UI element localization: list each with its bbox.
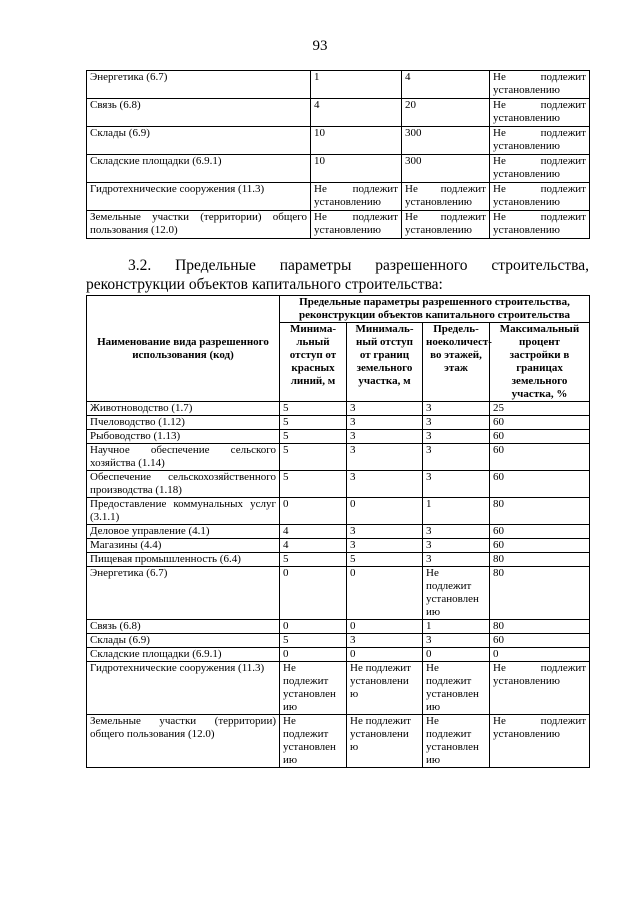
row-name-cell: Складские площадки (6.9.1) <box>87 155 311 183</box>
value-cell: Не подлежит установлен ию <box>280 715 347 768</box>
value-cell: 80 <box>490 498 590 525</box>
table-row <box>87 155 590 183</box>
table-row <box>87 71 590 99</box>
section-heading <box>86 256 589 294</box>
value-cell: 3 <box>347 444 423 471</box>
column-header: Минима-льный отступ от красных линий, м <box>280 323 347 402</box>
value-cell: 4 <box>280 539 347 553</box>
row-name-cell: Связь (6.8) <box>87 620 280 634</box>
heading-word: параметры <box>279 257 352 274</box>
value-cell: Не подлежит установлению <box>490 71 590 99</box>
value-cell: Не подлежит установлени ю <box>347 662 423 715</box>
row-name-cell: Складские площадки (6.9.1) <box>87 648 280 662</box>
heading-word: строительства, <box>491 257 589 274</box>
value-cell: 4 <box>402 71 490 99</box>
value-cell: 300 <box>402 155 490 183</box>
table-row <box>87 402 590 416</box>
row-name-cell: Предоставление коммунальных услуг (3.1.1) <box>87 498 280 525</box>
value-cell: 3 <box>347 402 423 416</box>
value-cell: 3 <box>423 444 490 471</box>
value-cell: 0 <box>423 648 490 662</box>
table-row <box>87 620 590 634</box>
value-cell: 0 <box>347 498 423 525</box>
value-cell: 0 <box>490 648 590 662</box>
value-cell: 3 <box>347 430 423 444</box>
value-cell: 3 <box>423 430 490 444</box>
row-name-cell: Обеспечение сельскохозяйственного производства (1.18) <box>87 471 280 498</box>
value-cell: 0 <box>347 567 423 620</box>
row-name-cell: Склады (6.9) <box>87 634 280 648</box>
value-cell: 10 <box>311 127 402 155</box>
value-cell: 3 <box>423 471 490 498</box>
table-row <box>87 662 590 715</box>
value-cell: 0 <box>280 648 347 662</box>
main-table <box>86 295 590 768</box>
row-name-cell: Энергетика (6.7) <box>87 71 311 99</box>
value-cell: 0 <box>347 620 423 634</box>
value-cell: Не подлежит установлению <box>311 211 402 239</box>
table-row <box>87 471 590 498</box>
value-cell: 1 <box>423 498 490 525</box>
table-row <box>87 211 590 239</box>
row-name-cell: Энергетика (6.7) <box>87 567 280 620</box>
value-cell: 0 <box>280 567 347 620</box>
value-cell: 10 <box>311 155 402 183</box>
value-cell: 60 <box>490 444 590 471</box>
value-cell: 4 <box>280 525 347 539</box>
value-cell: 3 <box>347 416 423 430</box>
table-row <box>87 99 590 127</box>
table-row <box>87 567 590 620</box>
table-row <box>87 183 590 211</box>
column-header: Максимальный процент застройки в границах земельного участка, % <box>490 323 590 402</box>
row-name-cell: Связь (6.8) <box>87 99 311 127</box>
value-cell: 4 <box>311 99 402 127</box>
value-cell: 80 <box>490 620 590 634</box>
table-row <box>87 416 590 430</box>
value-cell: 60 <box>490 471 590 498</box>
table-row <box>87 539 590 553</box>
value-cell: Не подлежит установлен ию <box>423 715 490 768</box>
heading-word: разрешенного <box>375 257 468 274</box>
value-cell: 3 <box>423 634 490 648</box>
section-heading-line1 <box>86 256 589 275</box>
table-row <box>87 553 590 567</box>
value-cell: 3 <box>423 539 490 553</box>
value-cell: 80 <box>490 567 590 620</box>
value-cell: 0 <box>347 648 423 662</box>
table-row <box>87 634 590 648</box>
value-cell: Не подлежит установлению <box>490 155 590 183</box>
row-name-cell: Пчеловодство (1.12) <box>87 416 280 430</box>
value-cell: 3 <box>423 525 490 539</box>
row-name-cell: Научное обеспечение сельского хозяйства (1.14) <box>87 444 280 471</box>
row-name-cell: Животноводство (1.7) <box>87 402 280 416</box>
row-name-cell: Земельные участки (территории) общего пользования (12.0) <box>87 715 280 768</box>
row-name-cell: Гидротехнические сооружения (11.3) <box>87 662 280 715</box>
value-cell: Не подлежит установлен ию <box>423 662 490 715</box>
value-cell: 3 <box>347 471 423 498</box>
value-cell: 3 <box>347 634 423 648</box>
value-cell: 1 <box>311 71 402 99</box>
value-cell: Не подлежит установлению <box>490 183 590 211</box>
group-header: Предельные параметры разрешенного строительства, реконструкции объектов капитального строительства <box>280 296 590 323</box>
value-cell: 3 <box>347 539 423 553</box>
row-name-cell: Склады (6.9) <box>87 127 311 155</box>
table-row <box>87 648 590 662</box>
value-cell: 1 <box>423 620 490 634</box>
value-cell: 60 <box>490 430 590 444</box>
column-header: Минималь-ный отступ от границ земельного участка, м <box>347 323 423 402</box>
table-row <box>87 498 590 525</box>
value-cell: Не подлежит установлению <box>402 183 490 211</box>
table-row <box>87 444 590 471</box>
value-cell: Не подлежит установлению <box>402 211 490 239</box>
value-cell: 60 <box>490 634 590 648</box>
value-cell: 80 <box>490 553 590 567</box>
value-cell: 25 <box>490 402 590 416</box>
value-cell: 5 <box>280 430 347 444</box>
top-table <box>86 70 590 239</box>
value-cell: 5 <box>280 444 347 471</box>
value-cell: Не подлежит установлен ию <box>280 662 347 715</box>
table-row <box>87 525 590 539</box>
value-cell: 5 <box>280 402 347 416</box>
value-cell: 5 <box>347 553 423 567</box>
value-cell: 300 <box>402 127 490 155</box>
value-cell: Не подлежит установлению <box>490 211 590 239</box>
value-cell: Не подлежит установлению <box>490 662 590 715</box>
table-row <box>87 430 590 444</box>
value-cell: 20 <box>402 99 490 127</box>
value-cell: 5 <box>280 416 347 430</box>
value-cell: Не подлежит установлению <box>490 99 590 127</box>
page-number: 93 <box>312 38 328 54</box>
value-cell: 5 <box>280 471 347 498</box>
section-heading-line2: реконструкции объектов капитального строительства: <box>86 276 443 293</box>
table-row <box>87 127 590 155</box>
heading-word: Предельные <box>175 257 256 274</box>
value-cell: 0 <box>280 498 347 525</box>
value-cell: Не подлежит установлению <box>311 183 402 211</box>
value-cell: Не подлежит установлению <box>490 127 590 155</box>
value-cell: Не подлежит установлени ю <box>347 715 423 768</box>
value-cell: 60 <box>490 416 590 430</box>
row-name-cell: Гидротехнические сооружения (11.3) <box>87 183 311 211</box>
row-name-cell: Пищевая промышленность (6.4) <box>87 553 280 567</box>
value-cell: 3 <box>423 416 490 430</box>
value-cell: 3 <box>347 525 423 539</box>
row-name-cell: Деловое управление (4.1) <box>87 525 280 539</box>
value-cell: 5 <box>280 634 347 648</box>
value-cell: Не подлежит установлен ию <box>423 567 490 620</box>
value-cell: 3 <box>423 553 490 567</box>
value-cell: 0 <box>280 620 347 634</box>
value-cell: 60 <box>490 525 590 539</box>
value-cell: 3 <box>423 402 490 416</box>
row-name-cell: Магазины (4.4) <box>87 539 280 553</box>
table-row <box>87 715 590 768</box>
row-name-cell: Земельные участки (территории) общего пользования (12.0) <box>87 211 311 239</box>
name-column-header: Наименование вида разрешенного использования (код) <box>87 296 280 402</box>
section-number: 3.2. <box>128 257 152 274</box>
value-cell: Не подлежит установлению <box>490 715 590 768</box>
row-name-cell: Рыбоводство (1.13) <box>87 430 280 444</box>
value-cell: 60 <box>490 539 590 553</box>
column-header: Предель-ноеколичест-во этажей, этаж <box>423 323 490 402</box>
value-cell: 5 <box>280 553 347 567</box>
